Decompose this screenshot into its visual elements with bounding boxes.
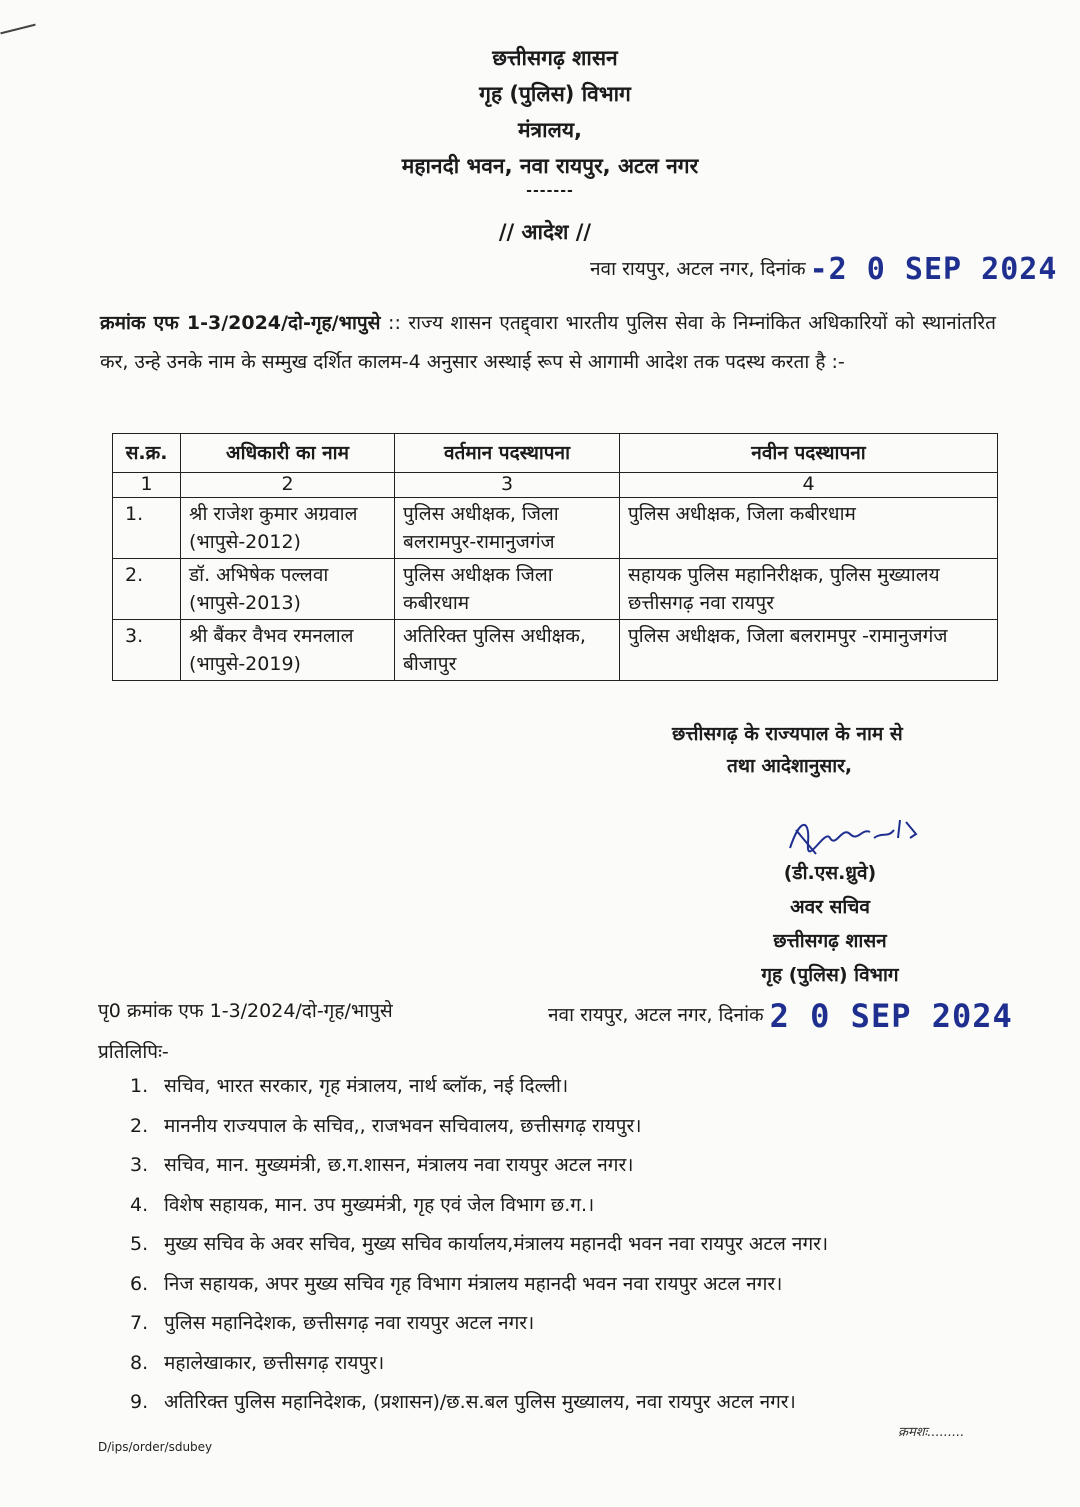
cell-sno: 3.	[113, 620, 181, 681]
cell-new-posting: पुलिस अधीक्षक, जिला कबीरधाम	[620, 498, 998, 559]
continued-marker: क्रमशः.........	[898, 1425, 965, 1440]
endorsement-date-stamp: 2 0 SEP 2024	[769, 997, 1013, 1035]
header-address: महानदी भवन, नवा रायपुर, अटल नगर	[401, 154, 699, 178]
cell-current-posting: अतिरिक्त पुलिस अधीक्षक, बीजापुर	[395, 620, 620, 681]
cell-officer-name: डॉ. अभिषेक पल्लवा (भापुसे-2013)	[181, 559, 395, 620]
table-header-row	[113, 434, 998, 473]
cell-new-posting: सहायक पुलिस महानिरीक्षक, पुलिस मुख्यालय छत्तीसगढ़ नवा रायपुर	[620, 559, 998, 620]
order-text: :: राज्य शासन एतद्द्वारा भारतीय पुलिस सेवा के निम्नांकित अधिकारियों को स्थानांतरित कर, उन्हे उनके नाम के सम्मुख दर्शित कालम-4 अनुसार अस्थाई रूप से आगामी आदेश तक पदस्थ करता है :-	[100, 312, 996, 373]
table-row	[113, 620, 998, 681]
cell-officer-name: श्री बैंकर वैभव रमनलाल (भापुसे-2019)	[181, 620, 395, 681]
list-item: 1. सचिव, भारत सरकार, गृह मंत्रालय, नार्थ ब्लॉक, नई दिल्ली।	[130, 1075, 569, 1097]
header-government: छत्तीसगढ़ शासन	[492, 46, 618, 70]
table-row	[113, 498, 998, 559]
file-path: D/ips/order/sdubey	[98, 1440, 213, 1454]
transfer-table	[112, 433, 998, 681]
col-number: 4	[620, 473, 998, 498]
order-paragraph	[100, 304, 996, 382]
endorsement-reference: पृ0 क्रमांक एफ 1-3/2024/दो-गृह/भापुसे	[98, 1000, 393, 1022]
signatory-name: (डी.एस.ध्रुवे)	[783, 862, 877, 884]
signatory-government: छत्तीसगढ़ शासन	[773, 930, 887, 952]
list-item: 4. विशेष सहायक, मान. उप मुख्यमंत्री, गृह एवं जेल विभाग छ.ग.।	[130, 1193, 595, 1216]
cell-current-posting: पुलिस अधीक्षक, जिला बलरामपुर-रामानुजगंज	[395, 498, 620, 559]
col-number: 3	[395, 473, 620, 498]
header-department: गृह (पुलिस) विभाग	[479, 82, 631, 106]
col-number: 1	[113, 473, 181, 498]
table-row	[113, 559, 998, 620]
list-item: 6. निज सहायक, अपर मुख्य सचिव गृह विभाग मंत्रालय महानदी भवन नवा रायपुर अटल नगर।	[130, 1272, 783, 1295]
header-ministry: मंत्रालय,	[518, 118, 582, 142]
endorsement-dateline	[548, 997, 1013, 1035]
col-header-name: अधिकारी का नाम	[181, 434, 395, 473]
letterhead	[0, 40, 1080, 250]
list-item: 5. मुख्य सचिव के अवर सचिव, मुख्य सचिव कार्यालय,मंत्रालय महानदी भवन नवा रायपुर अटल नगर।	[130, 1233, 829, 1255]
col-header-new: नवीन पदस्थापना	[620, 434, 998, 473]
authority-line-1: छत्तीसगढ़ के राज्यपाल के नाम से	[672, 723, 903, 745]
endorsement-place: नवा रायपुर, अटल नगर, दिनांक	[548, 1004, 764, 1026]
date-stamp: -2 0 SEP 2024	[809, 252, 1058, 287]
copy-to-label: प्रतिलिपिः-	[98, 1041, 169, 1063]
col-number: 2	[181, 473, 395, 498]
list-item: 7. पुलिस महानिदेशक, छत्तीसगढ़ नवा रायपुर अटल नगर।	[130, 1312, 535, 1334]
order-reference: क्रमांक एफ 1-3/2024/दो-गृह/भापुसे	[100, 312, 381, 334]
header-divider: -------	[526, 183, 574, 199]
dateline-place: नवा रायपुर, अटल नगर, दिनांक	[590, 258, 806, 280]
cell-sno: 1.	[113, 498, 181, 559]
list-item: 8. महालेखाकार, छत्तीसगढ़ रायपुर।	[130, 1351, 385, 1374]
signatory-designation: अवर सचिव	[790, 896, 870, 918]
col-header-current: वर्तमान पदस्थापना	[395, 434, 620, 473]
list-item: 2. माननीय राज्यपाल के सचिव,, राजभवन सचिवालय, छत्तीसगढ़ रायपुर।	[130, 1114, 642, 1137]
list-item: 9. अतिरिक्त पुलिस महानिदेशक, (प्रशासन)/छ.स.बल पुलिस मुख्यालय, नवा रायपुर अटल नगर।	[130, 1391, 796, 1413]
list-item: 3. सचिव, मान. मुख्यमंत्री, छ.ग.शासन, मंत्रालय नवा रायपुर अटल नगर।	[130, 1154, 634, 1176]
order-dateline	[590, 252, 1057, 287]
signatory-department: गृह (पुलिस) विभाग	[761, 964, 899, 986]
cell-sno: 2.	[113, 559, 181, 620]
authority-block	[672, 718, 903, 782]
cell-officer-name: श्री राजेश कुमार अग्रवाल (भापुसे-2012)	[181, 498, 395, 559]
column-number-row	[113, 473, 998, 498]
cell-current-posting: पुलिस अधीक्षक जिला कबीरधाम	[395, 559, 620, 620]
copy-list	[130, 1068, 1000, 1424]
cell-new-posting: पुलिस अधीक्षक, जिला बलरामपुर -रामानुजगंज	[620, 620, 998, 681]
col-header-sno: स.क्र.	[113, 434, 181, 473]
authority-line-2: तथा आदेशानुसार,	[727, 755, 853, 777]
margin-mark	[0, 24, 35, 35]
order-title: // आदेश //	[498, 220, 592, 244]
signatory	[745, 856, 915, 992]
